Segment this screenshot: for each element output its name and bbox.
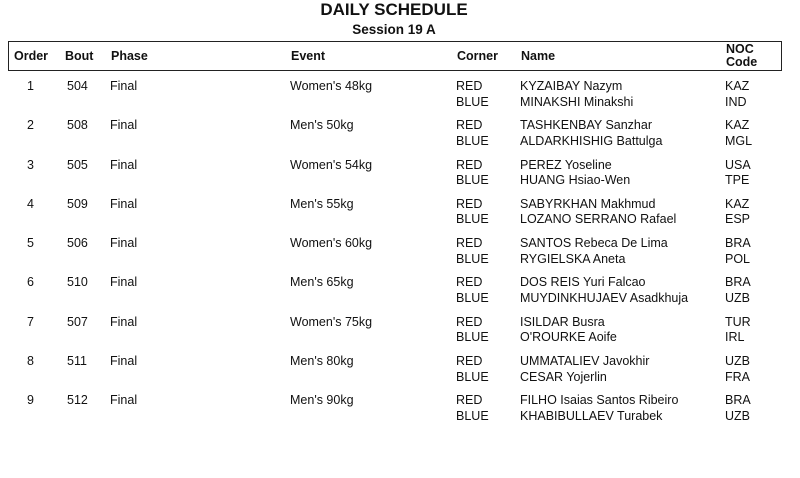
blue-name-cell: CESAR Yojerlin (520, 369, 607, 384)
bout-cell: 512 (67, 393, 88, 408)
red-noc-cell: UZB (725, 354, 750, 369)
table-row (0, 79, 800, 118)
order-cell: 4 (27, 196, 34, 211)
red-corner-cell: RED (456, 236, 483, 251)
bout-cell: 507 (67, 314, 88, 329)
blue-corner-cell: BLUE (456, 251, 489, 266)
blue-corner-cell: BLUE (456, 290, 489, 305)
blue-noc-cell: IRL (725, 330, 745, 345)
red-corner-cell: RED (456, 354, 483, 369)
red-noc-cell: KAZ (725, 196, 750, 211)
red-corner-cell: RED (456, 196, 483, 211)
phase-cell: Final (110, 354, 138, 369)
table-row (0, 275, 800, 314)
red-corner-cell: RED (456, 157, 483, 172)
event-cell: Men's 90kg (290, 393, 354, 408)
event-cell: Men's 80kg (290, 354, 354, 369)
column-header-name: Name (521, 48, 556, 63)
order-cell: 7 (27, 314, 34, 329)
blue-noc-cell: POL (725, 251, 751, 266)
bout-cell: 510 (67, 275, 88, 290)
table-row (0, 197, 800, 236)
blue-corner-cell: BLUE (456, 408, 489, 423)
order-cell: 5 (27, 236, 34, 251)
table-row (0, 393, 800, 432)
blue-noc-cell: UZB (725, 290, 750, 305)
red-corner-cell: RED (456, 79, 483, 93)
bout-cell: 511 (67, 354, 87, 369)
red-noc-cell: BRA (725, 236, 751, 251)
blue-name-cell: MINAKSHI Minakshi (520, 94, 634, 109)
phase-cell: Final (110, 118, 138, 133)
phase-cell: Final (110, 79, 138, 93)
column-header-noc-line1: NOC (726, 42, 754, 56)
blue-name-cell: O'ROURKE Aoife (520, 330, 617, 345)
blue-noc-cell: MGL (725, 133, 753, 148)
schedule-table-body (0, 79, 800, 433)
bout-cell: 505 (67, 157, 88, 172)
red-name-cell: SANTOS Rebeca De Lima (520, 236, 668, 251)
blue-name-cell: HUANG Hsiao-Wen (520, 173, 631, 188)
red-name-cell: DOS REIS Yuri Falcao (520, 275, 646, 290)
table-row (0, 315, 800, 354)
red-name-cell: TASHKENBAY Sanzhar (520, 118, 653, 133)
blue-noc-cell: ESP (725, 212, 751, 227)
column-header-event: Event (291, 48, 326, 63)
red-corner-cell: RED (456, 393, 483, 408)
red-name-cell: ISILDAR Busra (520, 314, 605, 329)
table-row (0, 354, 800, 393)
bout-cell: 509 (67, 196, 88, 211)
table-row (0, 236, 800, 275)
blue-name-cell: KHABIBULLAEV Turabek (520, 408, 663, 423)
red-noc-cell: TUR (725, 314, 751, 329)
order-cell: 2 (27, 118, 34, 133)
blue-noc-cell: IND (725, 94, 747, 109)
order-cell: 9 (27, 393, 34, 408)
event-cell: Women's 60kg (290, 236, 373, 251)
phase-cell: Final (110, 314, 138, 329)
event-cell: Men's 65kg (290, 275, 354, 290)
order-cell: 8 (27, 354, 34, 369)
red-noc-cell: BRA (725, 393, 751, 408)
column-header-bout: Bout (65, 48, 94, 63)
blue-name-cell: LOZANO SERRANO Rafael (520, 212, 677, 227)
red-name-cell: UMMATALIEV Javokhir (520, 354, 650, 369)
event-cell: Men's 50kg (290, 118, 354, 133)
order-cell: 1 (27, 79, 34, 93)
event-cell: Women's 54kg (290, 157, 373, 172)
blue-name-cell: RYGIELSKA Aneta (520, 251, 626, 266)
red-noc-cell: KAZ (725, 118, 750, 133)
column-header-phase: Phase (111, 48, 148, 63)
blue-name-cell: MUYDINKHUJAEV Asadkhuja (520, 290, 689, 305)
blue-noc-cell: FRA (725, 369, 750, 384)
blue-noc-cell: UZB (725, 408, 750, 423)
column-header-order: Order (14, 48, 49, 63)
table-row (0, 158, 800, 197)
red-corner-cell: RED (456, 275, 483, 290)
red-name-cell: PEREZ Yoseline (520, 157, 612, 172)
order-cell: 6 (27, 275, 34, 290)
red-name-cell: FILHO Isaias Santos Ribeiro (520, 393, 679, 408)
column-header-noc (726, 42, 757, 70)
event-cell: Men's 55kg (290, 196, 354, 211)
phase-cell: Final (110, 157, 138, 172)
phase-cell: Final (110, 196, 138, 211)
blue-corner-cell: BLUE (456, 133, 489, 148)
red-noc-cell: KAZ (725, 79, 750, 93)
red-name-cell: SABYRKHAN Makhmud (520, 196, 656, 211)
blue-corner-cell: BLUE (456, 212, 489, 227)
blue-noc-cell: TPE (725, 173, 750, 188)
phase-cell: Final (110, 275, 138, 290)
event-cell: Women's 48kg (290, 79, 373, 93)
table-row (0, 118, 800, 157)
red-noc-cell: BRA (725, 275, 751, 290)
page-title: DAILY SCHEDULE (320, 0, 468, 19)
red-name-cell: KYZAIBAY Nazym (520, 79, 623, 93)
blue-corner-cell: BLUE (456, 369, 489, 384)
table-header (8, 41, 782, 71)
column-header-noc-line2: Code (726, 55, 758, 69)
bout-cell: 504 (67, 79, 88, 93)
red-corner-cell: RED (456, 314, 483, 329)
phase-cell: Final (110, 236, 138, 251)
blue-corner-cell: BLUE (456, 173, 489, 188)
red-noc-cell: USA (725, 157, 751, 172)
red-corner-cell: RED (456, 118, 483, 133)
order-cell: 3 (27, 157, 34, 172)
bout-cell: 508 (67, 118, 88, 133)
event-cell: Women's 75kg (290, 314, 373, 329)
blue-corner-cell: BLUE (456, 94, 489, 109)
blue-corner-cell: BLUE (456, 330, 489, 345)
session-subtitle: Session 19 A (352, 22, 436, 37)
phase-cell: Final (110, 393, 138, 408)
blue-name-cell: ALDARKHISHIG Battulga (520, 133, 663, 148)
bout-cell: 506 (67, 236, 88, 251)
column-header-corner: Corner (457, 48, 498, 63)
